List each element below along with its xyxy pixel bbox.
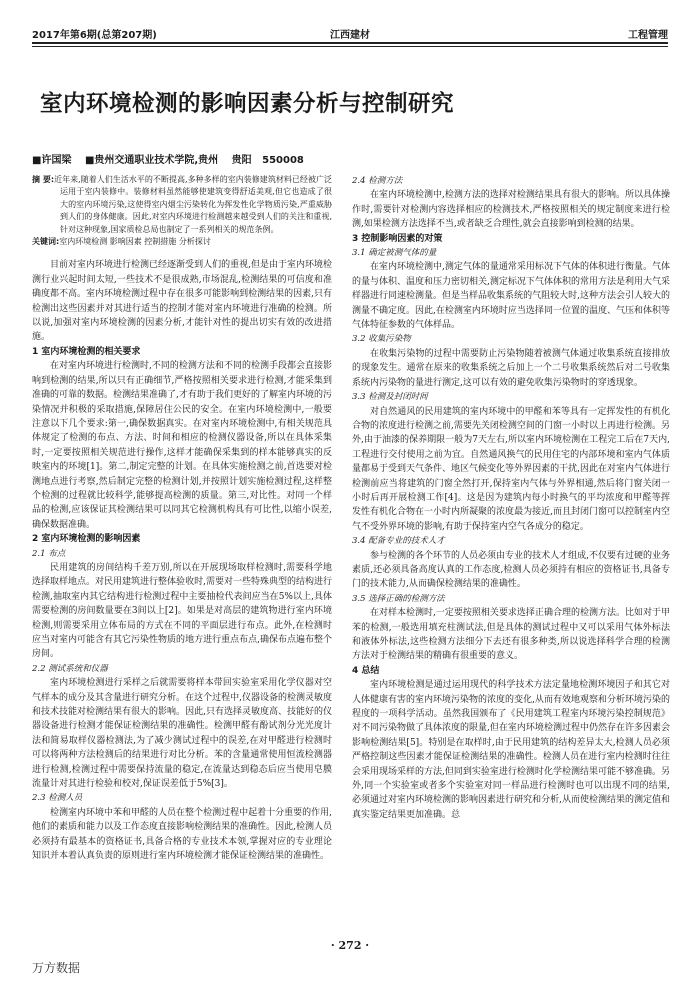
section-paragraph: 在室内环境检测中,检测方法的选择对检测结果具有很大的影响。所以具体操作时,需要针对检测内容选择相应的检测技术,严格按照相关的规定制度来进行检测,如果检测方法选择不当,或者缺乏合理性,就会直接影响到检测的结果。 (352, 190, 670, 230)
left-column (32, 174, 332, 864)
section-paragraph: 室内环境检测进行采样之后就需要将样本带回实验室采用化学仪器对空气样本的成分及其含量进行研究分析。在这个过程中,仪器设备的检测灵敏度和技术技能对检测结果有很大的影响。因此,只有选择灵敏度高、技能好的仪器设备进行检测才能保证检测结果的准确性。检测甲醛有酚试剂分光光度计法和简易取样仪器检测法,为了减少测试过程中的误差,在对甲醛进行检测时可以将两种方法检测后的结果进行对比分析。苯的含量通常使用恒流检测器进行检测,检测过程中需要保持流量的稳定,在流量达到稳态后应当使用皂膜流量计对其进行检验和校对,保证误差低于5%[3]。 (32, 678, 332, 790)
subsection-heading: 3.2 收集污染物 (352, 334, 411, 345)
abstract-block (32, 174, 332, 236)
keywords-label: 关键词: (32, 237, 60, 247)
author-city: 贵阳 (231, 155, 252, 166)
author-name: ■许国梁 (32, 155, 72, 166)
article-title: 室内环境检测的影响因素分析与控制研究 (40, 91, 455, 117)
section-paragraph: 在对室内环境进行检测时,不同的检测方法和不同的检测手段都会直接影响到检测的结果,所以只有正确细节,严格按照相关要求进行检测,才能采集到准确的可靠的数据。检测结果准确了,才有助于我们更好的了解室内环境的污染情况并积极的采取措施,保障居住公民的安全。在室内环境检测中,一般要注意以下几个要求:第一,确保数据真实。在对室内环境检测中,有相关规范具体规定了检测的布点、方法、时间和相应的检测仪器设备,所以在具体采集时,一定要按照相关规范进行操作,这样才能确保采集到的样本能够真实的反映室内的环境[1]。第二,制定完整的计划。在具体实施检测之前,首选要对检测地点进行考察,然后制定完整的检测计划,并按照计划实施检测过程,这样整个检测的过程就比较科学,能够提高检测的质量。第三,对比性。对同一个样品的检测,应该保证其检测结果可以同其它检测机构具有可比性,以缩小误差,确保数据准确。 (32, 361, 332, 530)
page-number: · 272 · (330, 939, 370, 952)
journal-name: 江西建材 (330, 30, 370, 41)
section-paragraph: 在对样本检测时,一定要按照相关要求选择正确合理的检测方法。比如对于甲苯的检测,一般选用填充柱测试法,但是具体的测试过程中又可以采用气体外标法和液体外标法,这些检测方法细分下去还有很多种类,所以说选择科学合理的检测方法对于检测结果的精确有很重要的意义。 (352, 608, 670, 662)
right-column (352, 174, 670, 822)
subsection-heading: 2.2 测试系统和仪器 (32, 663, 108, 674)
abstract-label: 摘 要: (32, 175, 55, 184)
section-paragraph: 参与检测的各个环节的人员必须由专业的技术人才组成,不仅要有过硬的业务素质,还必须具备高度认真的工作态度,检测人员必须持有相应的资格证书,具备专门的技术能力,从而确保检测结果的准确性。 (352, 550, 670, 590)
keywords-block (32, 236, 332, 248)
section-name: 工程管理 (628, 30, 668, 41)
subsection-heading: 2.3 检测人员 (32, 793, 83, 804)
author-zip: 550008 (262, 155, 304, 166)
subsection-heading: 3.3 检测及封闭时间 (352, 392, 428, 403)
section-paragraph: 在收集污染物的过程中需要防止污染物随着被测气体通过收集系统直接排放的现象发生。通常在原来的收集系统之后加上一个二号收集系统然后对二号收集系统内污染物的量进行测定,这可以有效的避免收集污染物时的穿透现象。 (352, 348, 670, 388)
section-heading: 2 室内环境检测的影响因素 (32, 534, 141, 545)
section-paragraph: 室内环境检测是通过运用现代的科学技术方法定量地检测环境因子和其它对人体健康有害的室内环境污染物的浓度的变化,从而有效地观察和分析环境污染的程度的一项科学活动。虽然我国颁布了《民用建筑工程室内环境污染控制规范》对不同污染物做了具体浓度的限量,但在室内环境检测过程中仍然存在许多因素会影响检测结果[5]。特别是在取样时,由于民用建筑的结构差异太大,检测人员必须严格控制这些因素才能保证检测结果的准确性。检测人员在进行室内检测时往往会采用现场采样的方法,但同到实验室进行检测时化学检测结果可能不够准确。另外,同一个实验室或者多个实验室对同一样品进行检测时也可以出现不同的结果,必须通过对室内环境检测的影响因素进行研究和分析,从而使检测结果的测定值和真实鉴定结果更加准确。总 (352, 680, 670, 820)
subsection-heading: 2.1 布点 (32, 548, 66, 559)
section-heading: 4 总结 (352, 665, 380, 676)
abstract-text: 近年来,随着人们生活水平的不断提高,多种多样的室内装修建筑材料已经被广泛运用于室内装修中。装修材料虽然能够使建筑变得舒适美观,但它也造成了很大的室内环境污染,这使得室内烟尘污染转化为挥发性化学物质污染,严重威胁到人们的身体健康。因此,对室内环境进行检测越来越受到人们的关注和重视,针对这种现象,国家质检总局也制定了一系列相关的规范条例。 (54, 175, 332, 234)
section-paragraph: 民用建筑的房间结构千差万别,所以在开展现场取样检测时,需要科学地选择取样地点。对民用建筑进行整体验收时,需要对一些特殊典型的结构进行检测,抽取室内其它结构进行检测过程中主要抽检代表间应当在5%以上,具体需要检测的房间数量要在3间以上[2]。如果是对高层的建筑物进行室内环境检测,则需要采用立体布局的方式在不同的平面层进行布点。此外,在检测时应当对室内可能含有其它污染性物质的地方进行重点布点,确保布点遍布整个房间。 (32, 562, 332, 660)
author-affiliation: ■贵州交通职业技术学院,贵州 (84, 155, 219, 166)
keywords-text: 室内环境检测 影响因素 控制措施 分析探讨 (59, 237, 211, 247)
header-rule-thick (32, 42, 668, 44)
section-paragraph: 对自然通风的民用建筑的室内环境中的甲醛和苯等具有一定挥发性的有机化合物的浓度进行检测之前,需要先关闭检测空间的门窗一小时以上再进行检测。另外,由于油漆的保养期限一般为7天左右,所以室内环境检测在工程完工后在7天内,工程进行交付使用之前为宜。自然通风换气的民用住宅的内部环境和室内气体质量都易于受到天气条件、地区气候变化等外界因素的干扰,因此在对室内气体进行检测前应当将建筑的门窗全然打开,保持室内气体与外界相通,然后将门窗关闭一小时后再开展检测工作[4]。这是因为建筑内每小时换气的平均浓度和甲醛等挥发性有机化合物在一小时内所凝聚的浓度最为接近,而且封闭门窗可以控制室内空气不受外界环境的影响,有助于保持室内空气各成分的稳定。 (352, 406, 670, 532)
header-rule-thin (32, 46, 668, 47)
section-paragraph: 在室内环境检测中,测定气体的量通常采用标况下气体的体积进行衡量。气体的量与体积、温度和压力密切相关,测定标况下气体体积的常用方法是利用大气采样器进行同速检测量。但是当样品收集系统的气阻较大时,这种方法会引人较大的测量不确定度。因此,在检测室内环境时应当选择同一位置的温度、气压和体积等气体特征参数的气体样品。 (352, 262, 670, 331)
subsection-heading: 3.4 配备专业的技术人才 (352, 536, 445, 547)
section-heading: 1 室内环境检测的相关要求 (32, 346, 141, 357)
subsection-heading: 3.5 选择正确的检测方法 (352, 593, 445, 604)
section-heading: 3 控制影响因素的对策 (352, 233, 443, 244)
subsection-heading: 3.1 确定被测气体的量 (352, 248, 437, 259)
intro-paragraph: 目前对室内环境进行检测已经逐渐受到人们的重视,但是由于室内环境检测行业兴起时间太短,一些技术不是很成熟,市场混乱,检测结果的可信度和准确度都不高。室内环境检测过程中存在很多可能影响到检测结果的因素,只有检测出这些因素并对其进行适当的控制才能对室内环境进行准确的检测。所以说,加强对室内环境检测的因素分析,才能针对性的提出切实有效的改进措施。 (32, 260, 332, 343)
database-watermark: 万方数据 (32, 961, 81, 975)
issue-info: 2017年第6期(总第207期) (32, 30, 157, 41)
running-header (32, 26, 668, 42)
subsection-heading: 2.4 检测方法 (352, 176, 403, 186)
section-paragraph: 检测室内环境中苯和甲醛的人员在整个检测过程中起着十分重要的作用,他们的素质和能力以及工作态度直接影响检测结果的准确性。因此,检测人员必须持有最基本的资格证书,具备合格的专业技术本领,掌握对应的专业理论知识并本着认真负责的原则进行室内环境检测才能保证检测结果的准确性。 (32, 807, 332, 862)
author-line (32, 151, 304, 166)
